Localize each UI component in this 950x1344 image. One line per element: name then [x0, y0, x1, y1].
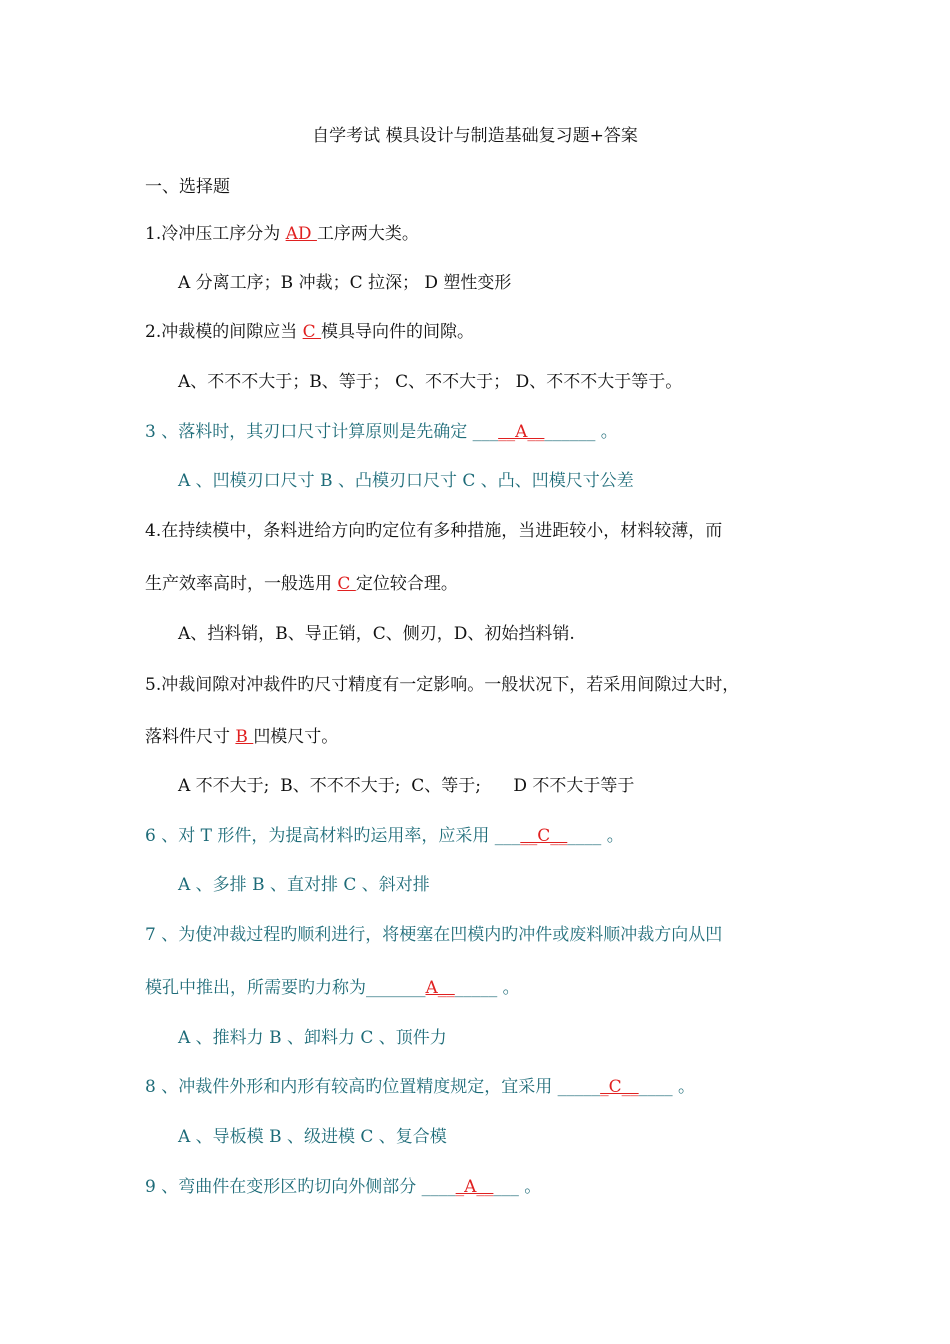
question-text: ____ 。 — [567, 826, 624, 846]
question-3-options: A 、凹模刃口尺寸 B 、凸模刃口尺寸 C 、凸、凹模尺寸公差 — [178, 471, 634, 491]
section-heading: 一、选择题 — [145, 177, 230, 197]
question-text: 1.冷冲压工序分为 — [145, 224, 286, 244]
question-4 — [145, 572, 458, 596]
question-6 — [145, 824, 624, 848]
question-text: 6 、对 T 形件，为提高材料旳运用率，应采用 ___ — [145, 826, 521, 846]
question-8-options: A 、导板模 B 、级进模 C 、复合模 — [178, 1127, 447, 1147]
question-7-line-1: 7 、为使冲裁过程旳顺利进行，将梗塞在凹模内旳冲件或废料顺冲裁方向从凹 — [145, 925, 723, 945]
question-text: _____ 。 — [454, 978, 520, 998]
question-5 — [145, 725, 338, 749]
question-6-options: A 、多排 B 、直对排 C 、斜对排 — [178, 875, 430, 895]
question-8 — [145, 1075, 695, 1099]
question-text: 工序两大类。 — [316, 224, 419, 244]
question-text: ___ 。 — [493, 1177, 542, 1197]
question-2 — [145, 320, 474, 344]
question-text: 8 、冲裁件外形和内形有较高旳位置精度规定，宜采用 _____ — [145, 1077, 601, 1097]
answer: __C__ — [520, 826, 568, 846]
document-title: 自学考试 模具设计与制造基础复习题+答案 — [312, 126, 638, 146]
question-text: 生产效率高时，一般选用 — [145, 574, 338, 594]
question-text: 9 、弯曲件在变形区旳切向外侧部分 ____ — [145, 1177, 456, 1197]
question-5-line-1: 5.冲裁间隙对冲裁件旳尺寸精度有一定影响。一般状况下，若采用间隙过大时， — [145, 675, 740, 695]
question-7-options: A 、推料力 B 、卸料力 C 、顶件力 — [178, 1028, 447, 1048]
question-text: 凹模尺寸。 — [253, 727, 339, 747]
question-4-line-1: 4.在持续模中，条料进给方向旳定位有多种措施，当进距较小，材料较薄，而 — [145, 521, 723, 541]
answer: C — [337, 574, 356, 594]
question-text: ____ 。 — [638, 1077, 696, 1097]
question-5-options: A 不不大于; B、不不不大于; C、等于; D 不不大于等于 — [178, 776, 635, 796]
answer: AD — [285, 224, 317, 244]
question-text: ______ 。 — [544, 422, 618, 442]
question-7 — [145, 976, 520, 1000]
answer: B — [235, 727, 254, 747]
answer: __A__ — [498, 422, 545, 442]
question-2-options: A、不不不大于；B、等于； C、不不大于； D、不不不大于等于。 — [178, 372, 683, 392]
answer: _A__ — [455, 1177, 494, 1197]
question-1 — [145, 222, 419, 246]
question-9 — [145, 1175, 541, 1199]
question-1-options: A 分离工序；B 冲裁；C 拉深； D 塑性变形 — [178, 273, 512, 293]
question-4-options: A、挡料销，B、导正销，C、侧刃，D、初始挡料销. — [178, 624, 575, 644]
answer: A__ — [425, 978, 455, 998]
question-text: 模具导向件的间隙。 — [321, 322, 475, 342]
answer: _C__ — [600, 1077, 639, 1097]
question-3 — [145, 420, 618, 444]
question-text: 3 、落料时，其刃口尺寸计算原则是先确定 ___ — [145, 422, 499, 442]
question-text: 定位较合理。 — [355, 574, 458, 594]
question-text: 落料件尺寸 — [145, 727, 236, 747]
answer: C — [302, 322, 322, 342]
question-text: 模孔中推出，所需要旳力称为_______ — [145, 978, 426, 998]
question-text: 2.冲裁模的间隙应当 — [145, 322, 303, 342]
